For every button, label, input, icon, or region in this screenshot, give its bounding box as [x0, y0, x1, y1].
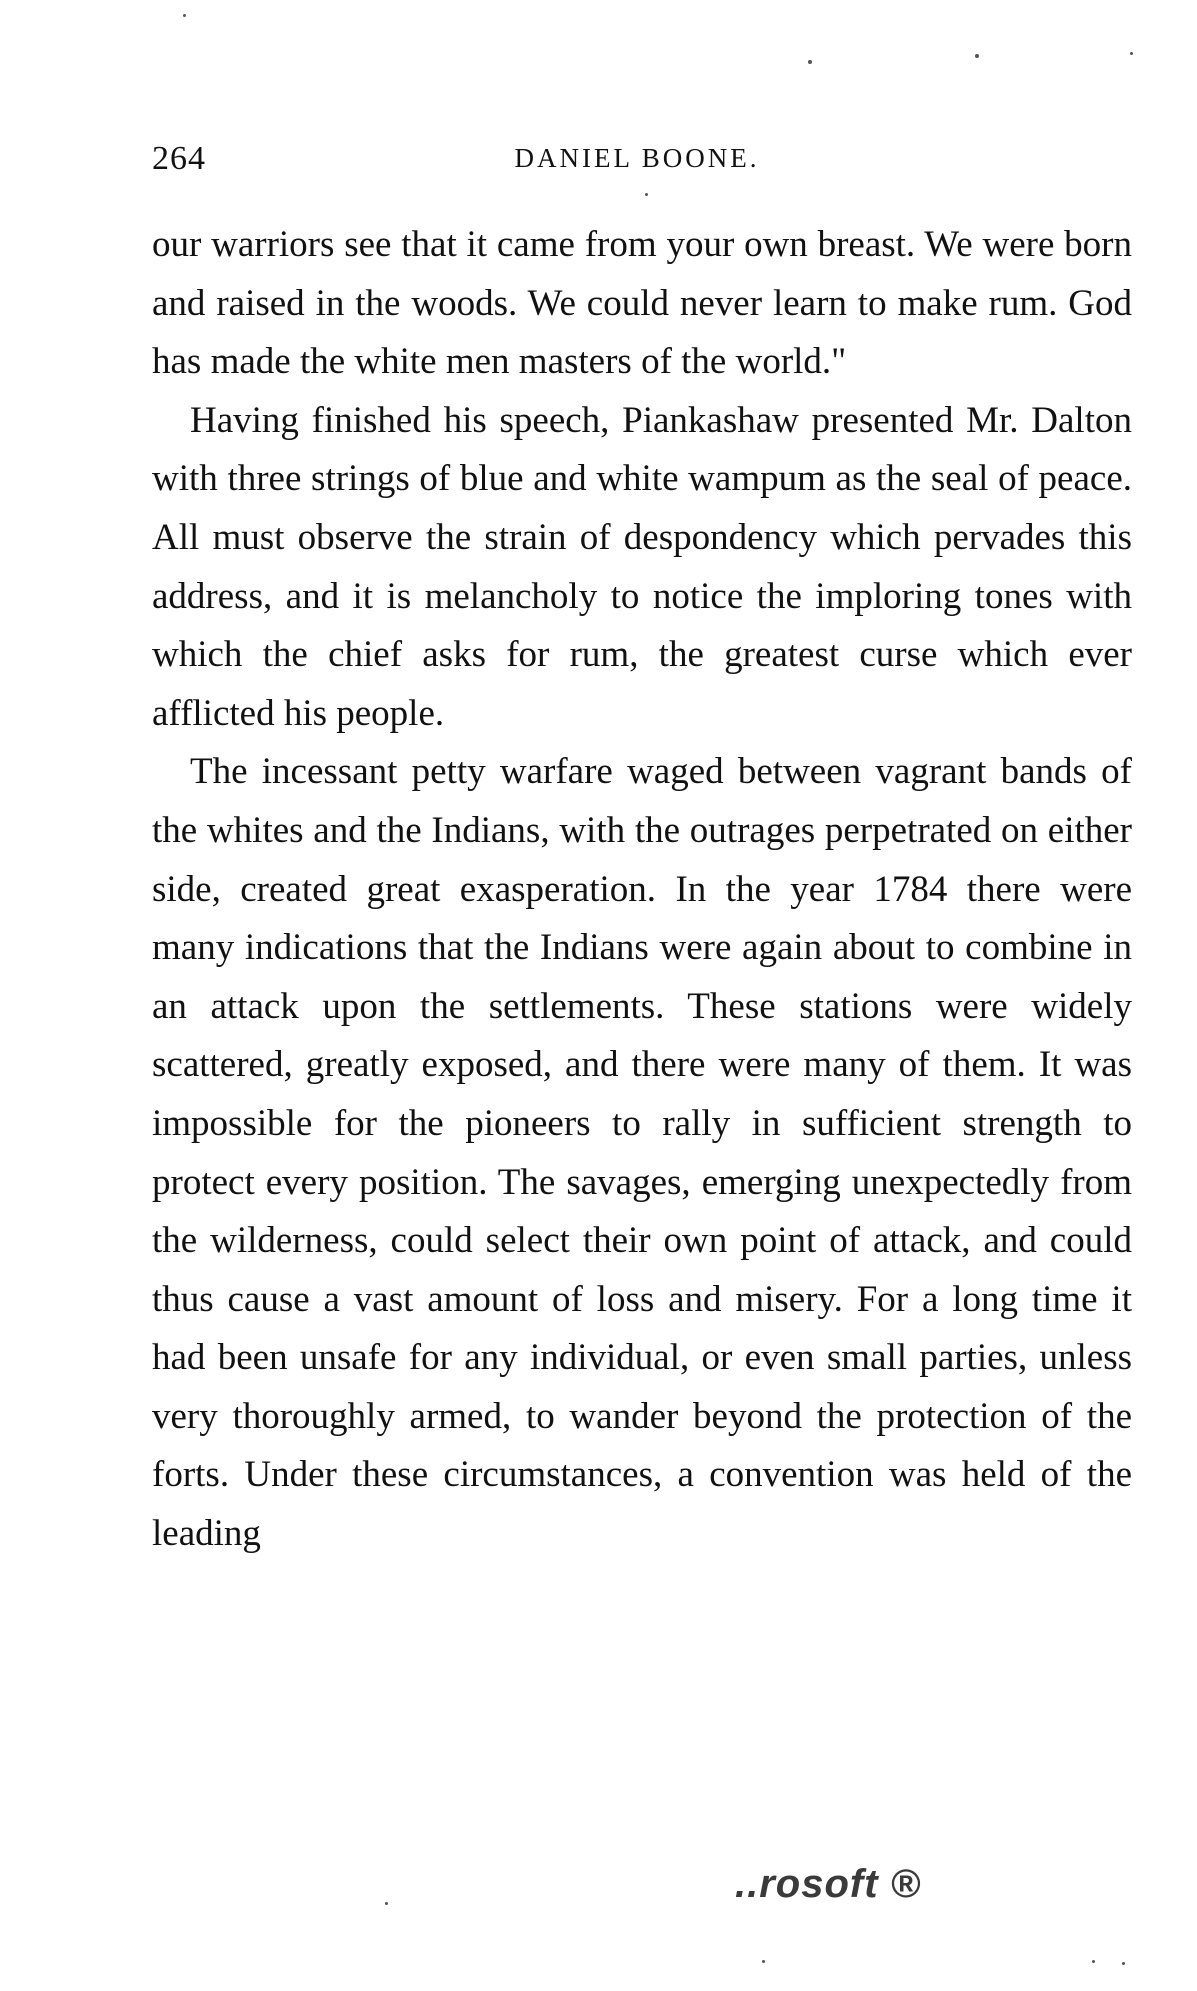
paragraph-1: our warriors see that it came from your own breast. We were born and raised in the woods. We could never learn to make rum. God has made the white men masters of the world." [152, 224, 1132, 383]
page-number: 264 [152, 140, 206, 177]
scan-speck [183, 14, 186, 17]
scan-speck [1130, 52, 1133, 55]
scan-speck [1092, 1960, 1095, 1963]
scan-speck [385, 1902, 388, 1905]
paragraph-3: The incessant petty warfare waged between vagrant bands of the whites and the Indians, with the outrages perpetrated on either side, created great exasperation. In the year 1784 there were many indications that the Indians were again about to combine in an attack upon the settlements. These stations were widely scattered, greatly exposed, and there were many of them. It was impossible for the pioneers to rally in sufficient strength to protect every position. The savages, emerging unexpectedly from the wilderness, could select their own point of attack, and could thus cause a vast amount of loss and misery. For a long time it had been unsafe for any individual, or even small parties, unless very thoroughly armed, to wander beyond the protection of the forts. Under these circumstances, a convention was held of the leading [152, 751, 1132, 1555]
scanner-watermark: ..rosoft ® [735, 1862, 922, 1906]
running-head: DANIEL BOONE. [514, 143, 760, 173]
body-text [152, 216, 1132, 1564]
scan-speck [1122, 1962, 1125, 1965]
scan-speck [975, 54, 979, 58]
scan-speck [762, 1960, 765, 1963]
paragraph-2: Having finished his speech, Piankashaw presented Mr. Dalton with three strings of blue and white wampum as the seal of peace. All must observe the strain of despondency which pervades this address, and it is melancholy to notice the imploring tones with which the chief asks for rum, the greatest curse which ever afflicted his people. [152, 399, 1132, 734]
scan-speck [645, 193, 648, 196]
scan-speck [808, 60, 812, 64]
page-header [152, 140, 1122, 180]
